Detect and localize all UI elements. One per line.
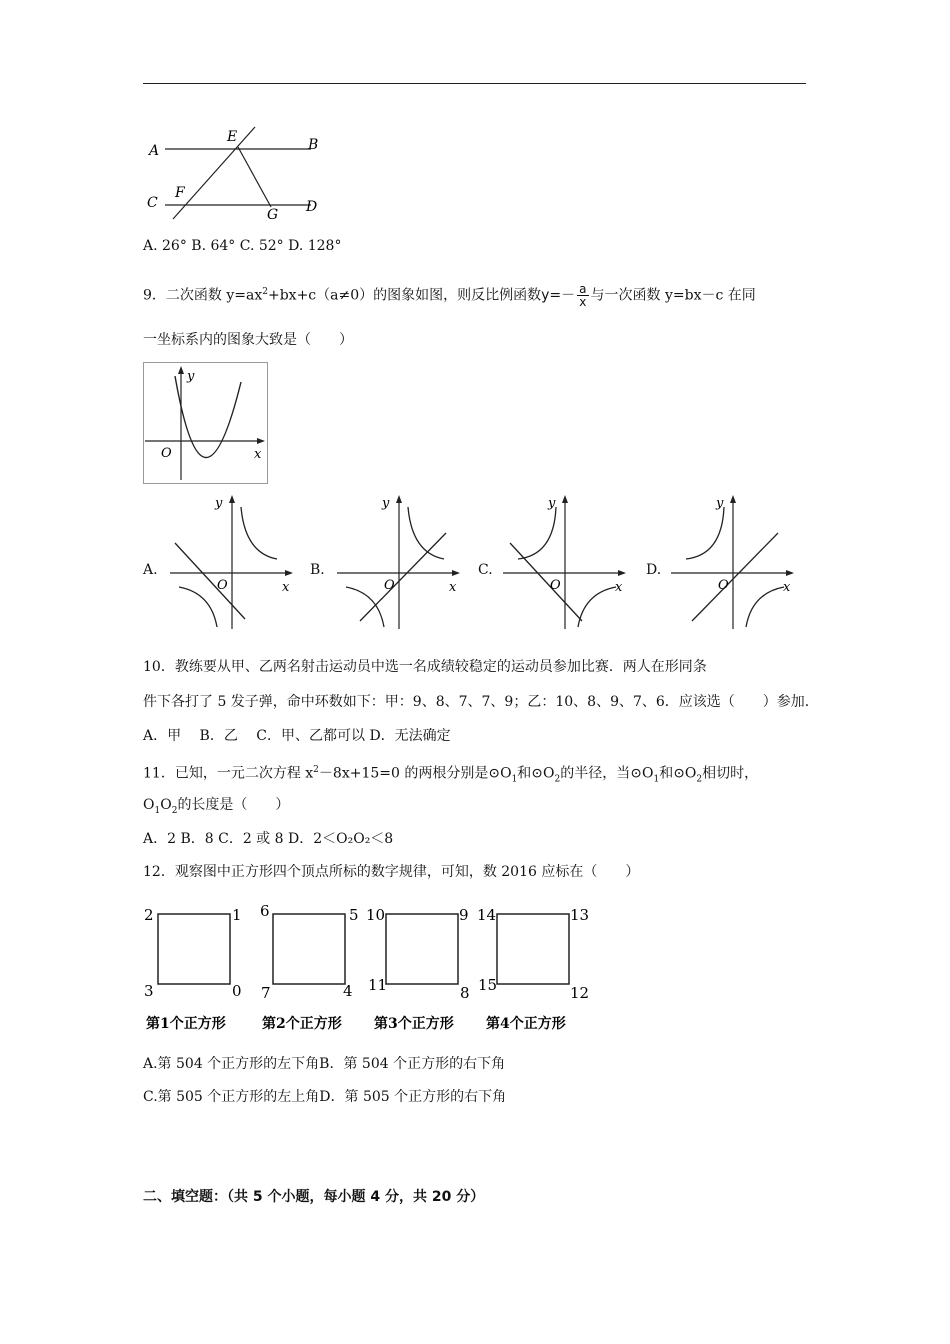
sq2-tr: 5 — [349, 906, 359, 924]
q9-option-c-label: C. — [478, 562, 493, 578]
q11-o-b: O — [160, 797, 172, 813]
opt-d-y-label: y — [716, 496, 724, 511]
q9-func-lhs: y=－ — [541, 287, 576, 304]
q11-part-c: 和⊙O — [517, 765, 555, 782]
sq3-tr: 9 — [459, 906, 469, 924]
label-b: B — [308, 137, 319, 153]
opt-b-y-label: y — [382, 496, 390, 511]
q11-o-c: 的长度是（ ） — [177, 797, 290, 813]
opt-b-x-label: x — [449, 580, 457, 595]
sq1-bl: 3 — [144, 982, 154, 1000]
squares-figure — [140, 898, 592, 1038]
q11-o-a: O — [143, 797, 155, 813]
option-b-graph — [332, 493, 462, 631]
label-e: E — [227, 129, 238, 145]
opt-d-x-label: x — [783, 580, 791, 595]
sq2-br: 4 — [343, 982, 353, 1000]
opt-b-o-label: O — [384, 578, 395, 593]
sq1-br: 0 — [232, 982, 242, 1000]
sq4-br: 12 — [570, 984, 590, 1002]
opt-c-o-label: O — [550, 578, 561, 593]
graph-x-label: x — [254, 447, 262, 462]
q11-o-sub2: 2 — [171, 805, 178, 816]
q9-option-a-label: A. — [143, 562, 158, 578]
q12-options-line1: A.第 504 个正方形的左下角B．第 504 个正方形的右下角 — [143, 1056, 506, 1072]
q9-text-b: +bx+c（a≠0）的图象如图，则反比例函数 — [267, 287, 542, 304]
header-rule — [143, 83, 806, 84]
q12-options-line2: C.第 505 个正方形的左上角D．第 505 个正方形的右下角 — [143, 1089, 507, 1105]
q9-line2: 一坐标系内的图象大致是（ ） — [143, 332, 353, 348]
parabola-graph — [143, 362, 268, 484]
sq2-caption: 第2个正方形 — [262, 1016, 342, 1032]
label-c: C — [147, 195, 158, 211]
q11-sub1: 1 — [511, 774, 518, 785]
q10-options: A．甲 B．乙 C．甲、乙都可以 D．无法确定 — [143, 728, 451, 744]
opt-c-x-label: x — [615, 580, 623, 595]
q11-sub4: 2 — [696, 774, 703, 785]
graph-origin-label: O — [161, 446, 172, 461]
q11-part-e: 和⊙O — [659, 765, 697, 782]
sq2-tl: 6 — [260, 902, 270, 920]
label-f: F — [175, 185, 185, 201]
q9-sup: 2 — [262, 287, 268, 297]
q9-fraction — [577, 283, 588, 308]
option-d-graph — [666, 493, 796, 631]
q9-option-b-label: B. — [310, 562, 325, 578]
q9-option-d-label: D. — [646, 562, 662, 578]
q11-o-sub1: 1 — [154, 805, 161, 816]
q9-text-a: 9．二次函数 y=ax — [143, 287, 263, 304]
sq4-tr: 13 — [570, 906, 590, 924]
q12-text: 12．观察图中正方形四个顶点所标的数字规律，可知，数 2016 应标在（ ） — [143, 864, 640, 880]
option-c-graph — [498, 493, 628, 631]
sq3-bl: 11 — [368, 976, 388, 994]
label-a: A — [149, 143, 160, 159]
q11-part-a: 11．已知，一元二次方程 x — [143, 765, 314, 782]
q11-options: A．2 B．8 C．2 或 8 D．2＜O₂O₂＜8 — [143, 831, 394, 847]
q10-line1: 10．教练要从甲、乙两名射击运动员中选一名成绩较稳定的运动员参加比赛．两人在形同条 — [143, 659, 707, 675]
q11-sub2: 2 — [554, 774, 561, 785]
q11-part-f: 相切时， — [702, 765, 759, 782]
sq1-caption: 第1个正方形 — [146, 1016, 226, 1032]
parallel-lines-figure — [143, 125, 323, 220]
q11-part-d: 的半径，当⊙O — [560, 765, 654, 782]
q9-line1 — [143, 282, 756, 308]
q10-line2: 件下各打了 5 发子弹，命中环数如下：甲：9、8、7、7、9；乙：10、8、9、7、6．应该选（ ）参加． — [143, 694, 819, 710]
sq3-tl: 10 — [366, 906, 386, 924]
sq4-tl: 14 — [477, 906, 497, 924]
fraction-numerator: a — [579, 282, 587, 297]
q11-line1 — [143, 760, 758, 789]
q9-text-c: 与一次函数 y=bx－c 在同 — [590, 287, 756, 304]
section-2-heading: 二、填空题：（共 5 个小题，每小题 4 分，共 20 分） — [143, 1189, 485, 1205]
sq3-caption: 第3个正方形 — [374, 1016, 454, 1032]
q11-sup: 2 — [313, 765, 319, 775]
q11-sub3: 1 — [653, 774, 660, 785]
q8-options: A. 26° B. 64° C. 52° D. 128° — [143, 238, 342, 254]
graph-y-label: y — [187, 369, 195, 384]
opt-a-o-label: O — [217, 578, 228, 593]
opt-d-o-label: O — [718, 578, 729, 593]
q11-line2 — [143, 795, 289, 821]
opt-c-y-label: y — [548, 496, 556, 511]
opt-a-y-label: y — [215, 496, 223, 511]
sq1-tr: 1 — [232, 906, 242, 924]
sq2-bl: 7 — [261, 984, 271, 1002]
option-a-graph — [165, 493, 295, 631]
sq4-caption: 第4个正方形 — [486, 1016, 566, 1032]
sq4-bl: 15 — [478, 976, 498, 994]
sq3-br: 8 — [460, 984, 470, 1002]
opt-a-x-label: x — [282, 580, 290, 595]
q11-part-b: －8x+15=0 的两根分别是⊙O — [318, 765, 512, 782]
label-g: G — [267, 207, 279, 220]
sq1-tl: 2 — [144, 906, 154, 924]
label-d: D — [306, 199, 318, 215]
fraction-denominator: x — [579, 295, 587, 310]
